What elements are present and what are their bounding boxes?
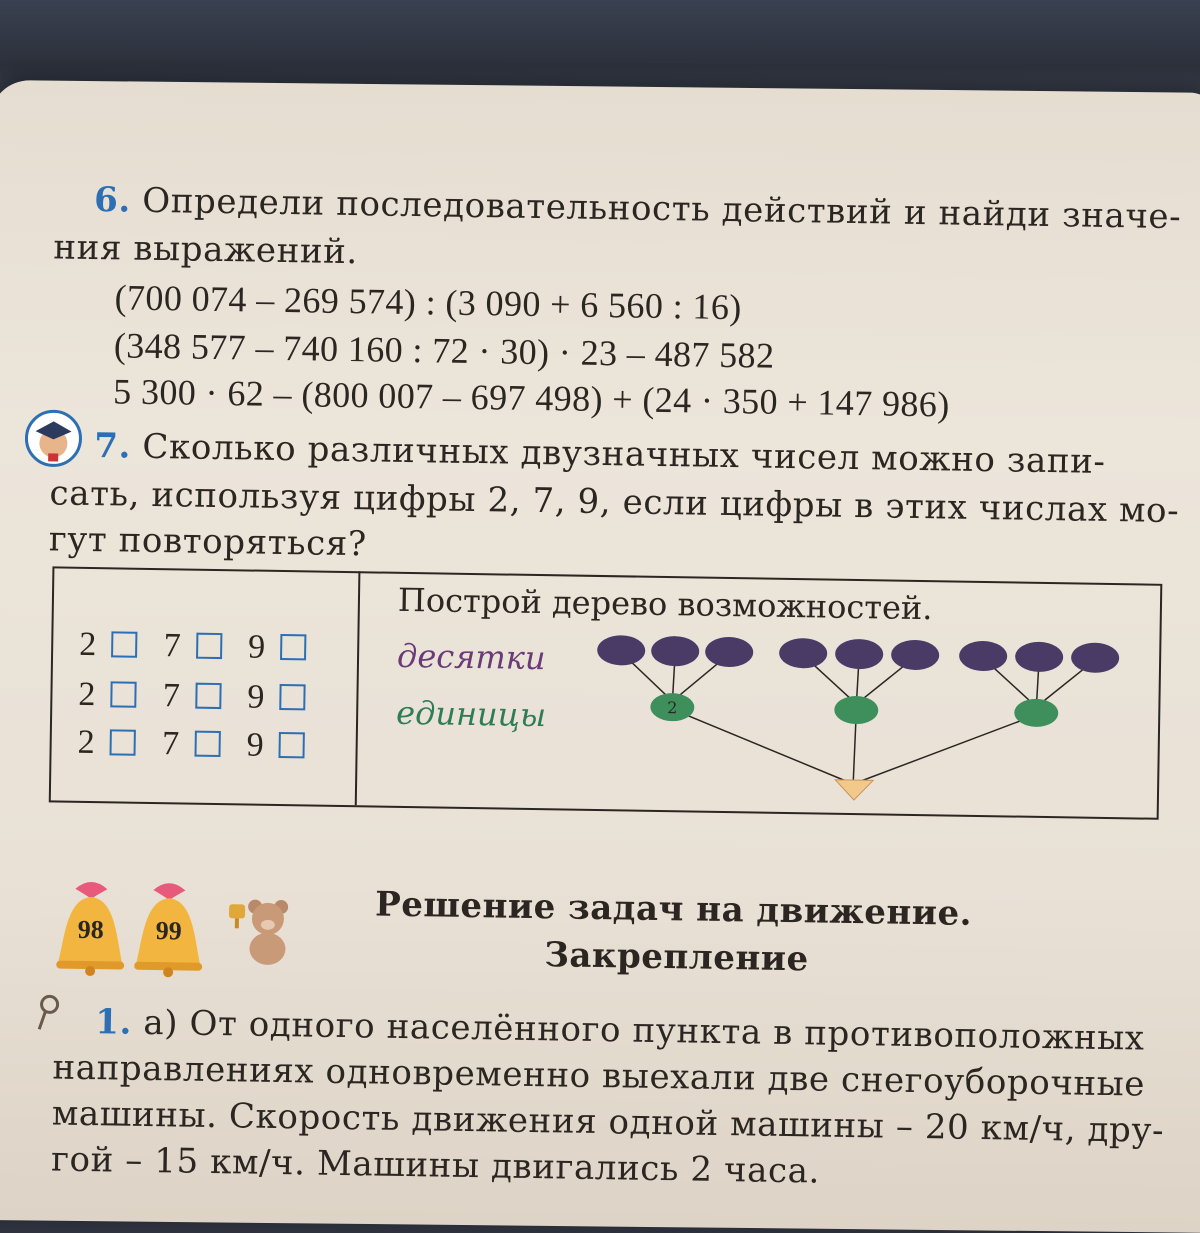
task1-number: 1. (94, 1002, 133, 1043)
answer-box[interactable] (196, 633, 222, 659)
tens-node (959, 641, 1007, 672)
answer-box[interactable] (194, 731, 220, 757)
tree-title: Построй дерево возможностей. (397, 580, 933, 628)
answer-box[interactable] (110, 681, 136, 707)
lesson-number-98: 98 (77, 914, 104, 945)
lesson-title-line2: Закрепление (544, 935, 809, 980)
digit: 2 (77, 723, 95, 762)
tens-node (891, 640, 939, 671)
answer-box[interactable] (280, 634, 306, 660)
task1-line4: гой – 15 км/ч. Машины двигались 2 часа. (50, 1139, 821, 1192)
answer-box[interactable] (279, 684, 305, 710)
tens-node (651, 636, 699, 667)
units-node (834, 696, 878, 725)
answer-box[interactable] (109, 729, 135, 755)
task1-text1: а) От одного населённого пункта в противоположных (143, 1002, 1145, 1059)
teddy-bear-icon (224, 894, 293, 971)
tens-node (1015, 642, 1063, 673)
digit-row-2 (78, 676, 324, 718)
task6-number: 6. (93, 180, 132, 221)
digit: 9 (247, 678, 265, 716)
digit: 7 (162, 677, 181, 715)
digit: 9 (247, 628, 266, 666)
scholar-icon (24, 409, 83, 468)
task7-line2: сать, используя цифры 2, 7, 9, если цифры в этих числах мо- (49, 473, 1180, 532)
digit: 7 (163, 627, 182, 665)
tens-node (1071, 642, 1119, 673)
task7-number: 7. (94, 426, 132, 467)
tens-node (835, 639, 883, 670)
task6-expression-1: (700 074 – 269 574) : (3 090 + 6 560 : 16) (114, 277, 742, 328)
digit: 9 (246, 726, 264, 764)
task1-line2: направлениях одновременно выехали две снегоуборочные (52, 1047, 1146, 1105)
digit-row-3 (77, 724, 323, 766)
task6-expression-2: (348 577 – 740 160 : 72 · 30) · 23 – 487 582 (113, 325, 775, 376)
tens-node (705, 637, 753, 668)
answer-box[interactable] (195, 683, 221, 709)
tens-label: десятки (396, 636, 546, 678)
units-label: единицы (395, 693, 547, 735)
possibility-tree (577, 620, 1140, 809)
digit: 2 (78, 675, 96, 714)
lesson-badge-99 (130, 878, 208, 979)
root-node (835, 780, 873, 801)
tree-node-label: 2 (667, 698, 678, 718)
lesson-title-line1: Решение задач на движение. (374, 884, 973, 934)
task1-line3: машины. Скорость движения одной машины – 20 км/ч, дру- (51, 1093, 1165, 1151)
task6-line2: ния выражений. (53, 227, 359, 273)
digit: 2 (78, 625, 97, 664)
lesson-number-99: 99 (155, 916, 182, 946)
task6-line1 (94, 180, 1182, 237)
digit: 7 (161, 725, 180, 763)
answer-box[interactable] (278, 732, 304, 758)
lesson-badge-98 (52, 876, 130, 977)
units-node (1014, 699, 1058, 728)
task6-expression-3: 5 300 · 62 – (800 007 – 697 498) + (24 · 350 + 147 986) (112, 371, 950, 425)
key-icon (33, 993, 64, 1033)
task7-line1 (94, 426, 1106, 482)
answer-box[interactable] (111, 631, 137, 657)
task7-line3: гут повторяться? (48, 519, 368, 565)
task6-text1: Определи последовательность действий и найди значе- (142, 180, 1182, 238)
tens-node (597, 635, 645, 666)
tens-nodes (597, 635, 1119, 673)
units-nodes (650, 693, 1058, 727)
tens-node (779, 638, 827, 669)
digit-row-1 (79, 626, 325, 668)
task7-text1: Сколько различных двузначных чисел можно запи- (142, 426, 1106, 482)
